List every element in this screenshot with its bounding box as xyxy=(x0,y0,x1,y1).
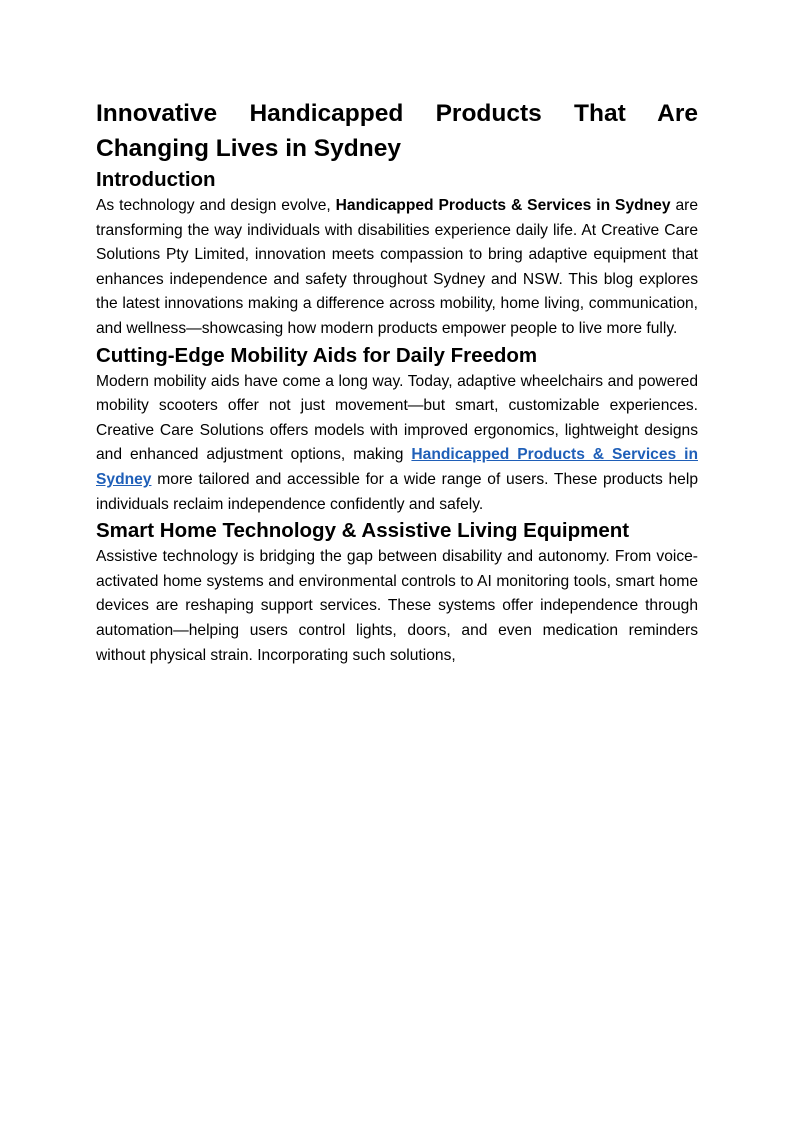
paragraph-text: are transforming the way individuals with disabilities experience daily life. At Creative Care Solutions Pty Limited, innovation meets compassion to bring adaptive equipment that enhances independence and safety throughout Sydney and NSW. This blog explores the latest innovations making a difference across mobility, home living, communication, and wellness—showcasing how modern products empower people to live more fully. xyxy=(96,197,698,337)
section-heading-smart-home: Smart Home Technology & Assistive Living Equipment xyxy=(96,519,630,543)
document-page xyxy=(96,96,698,668)
paragraph-text: more tailored and accessible for a wide range of users. These products help individuals reclaim independence confidently and safely. xyxy=(96,470,698,513)
paragraph-text: Modern mobility aids have come a long way. Today, adaptive wheelchairs and powered mobility scooters offer not just movement—but smart, customizable experiences. Creative Care Solutions offers models with improved ergonomics, lightweight designs and enhanced adjustment options, making xyxy=(96,372,698,464)
section-heading-introduction: Introduction xyxy=(96,168,216,191)
bold-phrase: Handicapped Products & Services in Sydney xyxy=(335,197,671,214)
mobility-aids-paragraph xyxy=(96,370,698,518)
paragraph-text: As technology and design evolve, xyxy=(96,197,336,214)
smart-home-paragraph: Assistive technology is bridging the gap between disability and autonomy. From voice-activated home systems and environmental controls to AI monitoring tools, smart home devices are reshaping support services. These systems offer independence through automation—helping users control lights, doors, and even medication reminders without physical strain. Incorporating such solutions, xyxy=(96,548,698,664)
page-title: Innovative Handicapped Products That Are Changing Lives in Sydney xyxy=(96,100,698,162)
introduction-paragraph xyxy=(96,194,698,342)
section-heading-mobility-aids: Cutting-Edge Mobility Aids for Daily Freedom xyxy=(96,343,538,367)
handicapped-products-link[interactable]: Handicapped Products & Services in Sydney xyxy=(96,446,698,488)
